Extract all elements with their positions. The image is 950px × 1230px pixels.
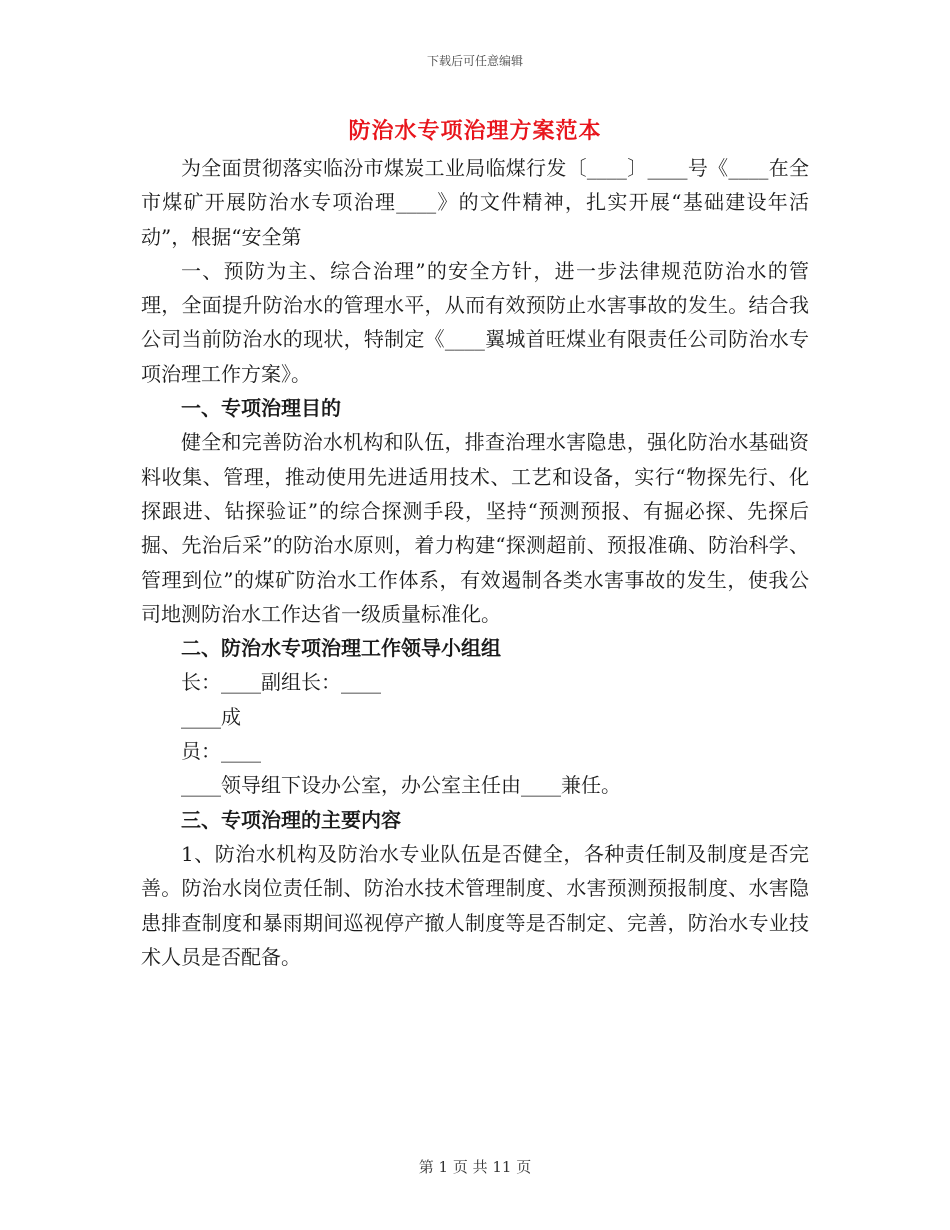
section-2-line-members-label: ____成 bbox=[181, 704, 241, 729]
section-3-item-1: 1、防治水机构及防治水专业队伍是否健全，各种责任制及制度是否完善。防治水岗位责任制、防治水技术管理制度、水害预测预报制度、水害隐患排查制度和暴雨期间巡视停产撤人制度等是否制定、完善，防治水专业技术人员是否配备。 bbox=[141, 841, 809, 969]
page-number: 第 1 页 共 11 页 bbox=[418, 1158, 532, 1176]
section-2-line-leader: 长：____副组长：____ bbox=[181, 670, 381, 695]
section-2-line-members: 员：____ bbox=[181, 739, 261, 764]
section-1-body: 健全和完善防治水机构和队伍，排查治理水害隐患，强化防治水基础资料收集、管理，推动使用先进适用技术、工艺和设备，实行“物探先行、化探跟进、钻探验证”的综合探测手段，坚持“预测预报、有掘必探、先探后掘、先治后采”的防治水原则，着力构建“探测超前、预报准确、防治科学、管理到位”的煤矿防治水工作体系，有效遏制各类水害事故的发生，使我公司地测防治水工作达省一级质量标准化。 bbox=[141, 430, 809, 626]
page-header-note: 下载后可任意编辑 bbox=[426, 54, 523, 68]
intro-paragraph: 为全面贯彻落实临汾市煤炭工业局临煤行发〔____〕____号《____在全市煤矿开展防治水专项治理____》的文件精神，扎实开展“基础建设年活动”，根据“安全第 bbox=[141, 156, 809, 249]
section-1-heading: 一、专项治理目的 bbox=[181, 396, 341, 421]
section-3-heading: 三、专项治理的主要内容 bbox=[181, 807, 401, 832]
policy-paragraph: 一、预防为主、综合治理”的安全方针，进一步法律规范防治水的管理，全面提升防治水的管理水平，从而有效预防止水害事故的发生。结合我公司当前防治水的现状，特制定《____翼城首旺煤业有限责任公司防治水专项治理工作方案》。 bbox=[141, 258, 809, 386]
section-2-line-office: ____领导组下设办公室，办公室主任由____兼任。 bbox=[181, 773, 621, 798]
document-body bbox=[141, 151, 809, 974]
document-title: 防治水专项治理方案范本 bbox=[348, 118, 602, 144]
section-2-heading: 二、防治水专项治理工作领导小组组 bbox=[181, 636, 501, 661]
